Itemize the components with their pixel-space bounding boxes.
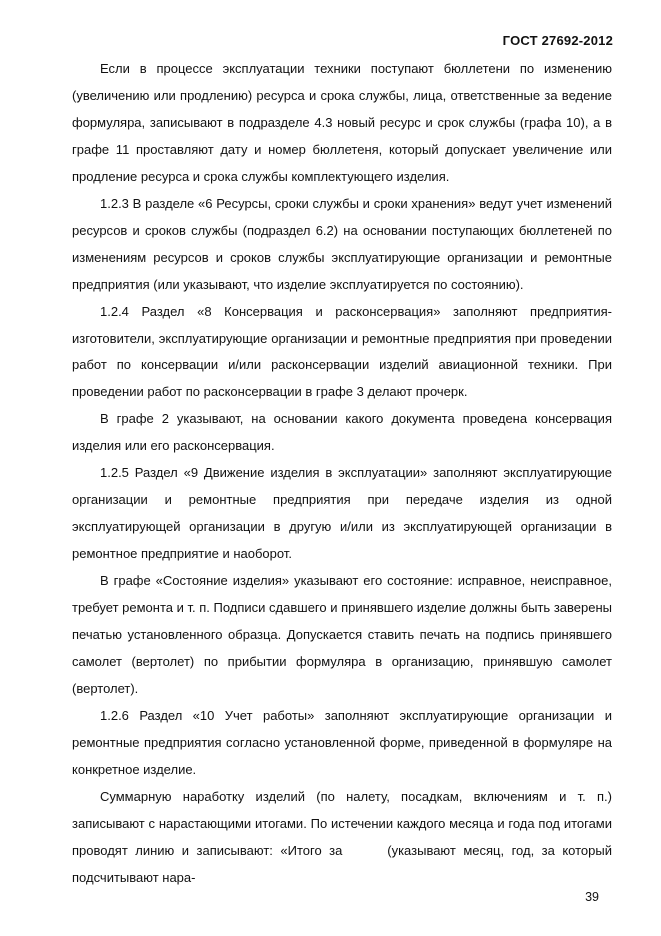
standard-code-header: ГОСТ 27692-2012 [502,33,613,48]
paragraph-column-2: В графе 2 указывают, на основании какого документа проведена консервация изделия или его расконсервация. [72,411,612,454]
body-text [72,56,616,892]
paragraph-1-2-3: 1.2.3 В разделе «6 Ресурсы, сроки службы и сроки хранения» ведут учет изменений ресурсов и сроков службы (подраздел 6.2) на основании поступающих бюллетеней по изменениям ресурсов и сроков службы эксплуатирующие организации и ремонтные предприятия (или указывают, что изделие эксплуатируется по состоянию). [72,195,612,292]
paragraph-1-2-5: 1.2.5 Раздел «9 Движение изделия в эксплуатации» заполняют эксплуатирующие организации и ремонтные предприятия при передаче изделия из одной эксплуатирующей организации в другую и/или из эксплуатирующей организации в ремонтное предприятие и наоборот. [72,465,612,562]
paragraph-1-2-4: 1.2.4 Раздел «8 Консервация и расконсервация» заполняют предприятия-изготовители, эксплуатирующие организации и ремонтные предприятия при проведении работ по консервации и/или расконсервации изделий авиационной техники. При проведении работ по расконсервации в графе 3 делают прочерк. [72,303,612,400]
paragraph-1-2-6: 1.2.6 Раздел «10 Учет работы» заполняют эксплуатирующие организации и ремонтные предприятия согласно установленной форме, приведенной в формуляре на конкретное изделие. [72,707,612,777]
paragraph-bulletin-resource: Если в процессе эксплуатации техники поступают бюллетени по изменению (увеличению или продлению) ресурса и срока службы, лица, ответственные за ведение формуляра, записывают в подразделе 4.3 новый ресурс и срок службы (графа 10), а в графе 11 проставляют дату и номер бюллетеня, который допускает увеличение или продление ресурса и срока службы комплектующего изделия. [72,61,612,184]
paragraph-total-operating-time: Суммарную наработку изделий (по налету, посадкам, включениям и т. п.) записывают с нарастающими итогами. По истечении каждого месяца и года под итогами проводят линию и записывают: «Итого за (указывают месяц, год, за который подсчитывают нара- [72,788,616,885]
page-number: 39 [585,890,599,904]
paragraph-item-state: В графе «Состояние изделия» указывают его состояние: исправное, неисправное, требует ремонта и т. п. Подписи сдавшего и принявшего изделие должны быть заверены печатью установленного образца. Допускается ставить печать на подпись принявшего самолет (вертолет) по прибытии формуляра в организацию, принявшую самолет (вертолет). [72,573,616,696]
